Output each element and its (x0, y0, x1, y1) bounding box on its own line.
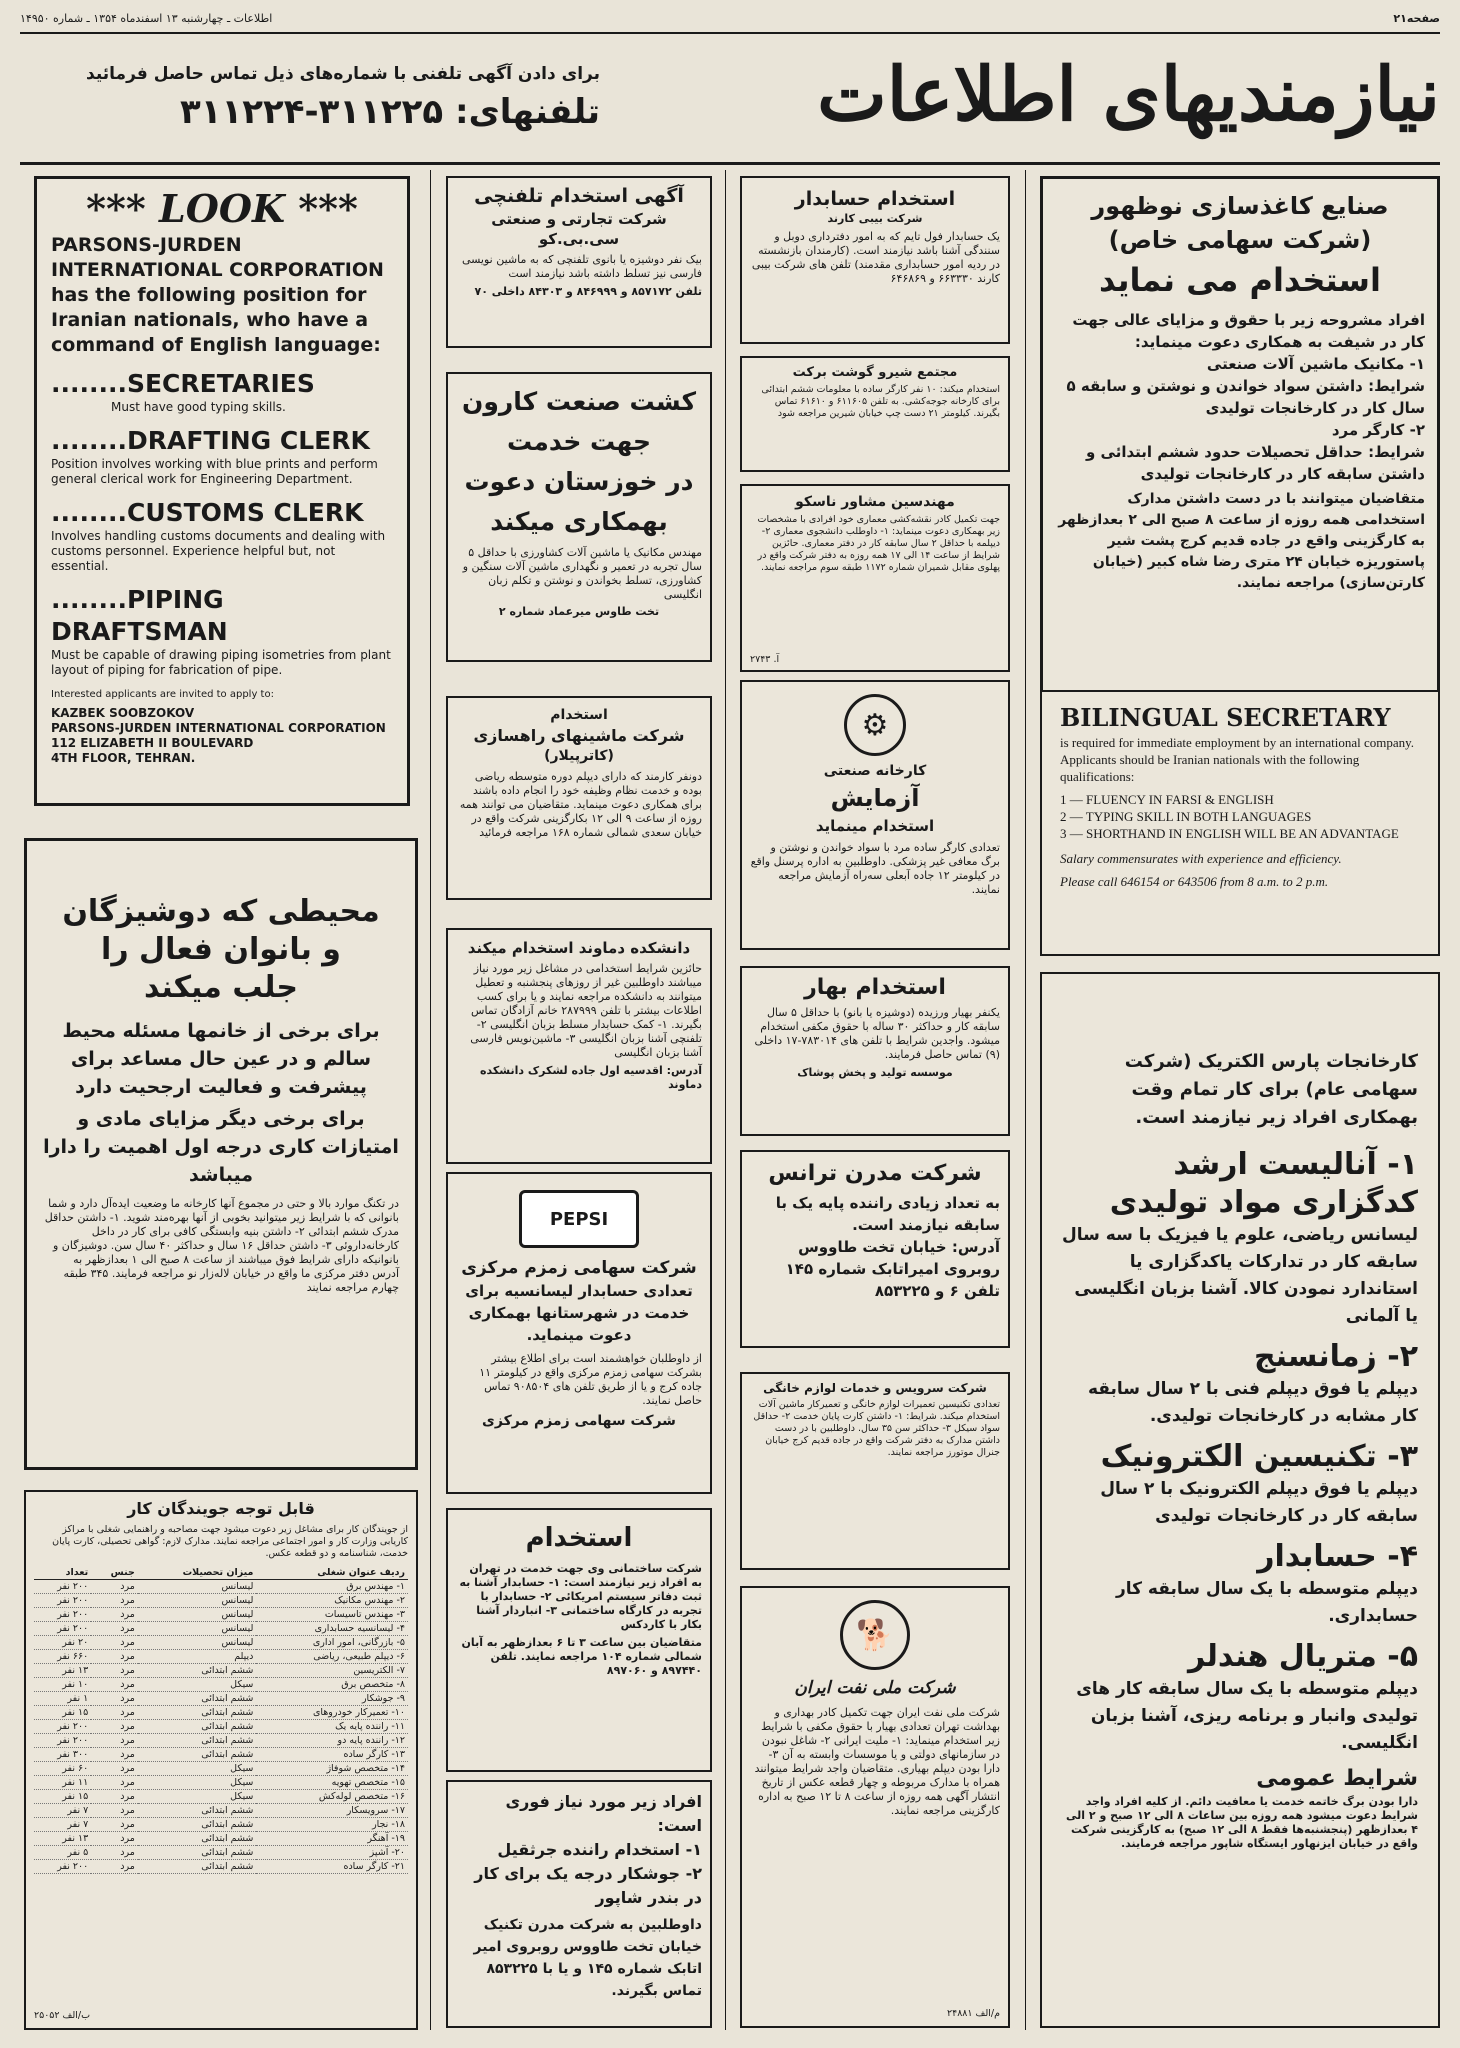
table-row (34, 1762, 408, 1776)
ad-body: دونفر کارمند که دارای دیپلم دوره متوسطه ریاضی بوده و خدمت نظام وظیفه خود را انجام داده باشند برای همکاری دعوت مینماید. متقاضیان می توانند همه روزه از ساعت ۹ الی ۱۲ بکارگزینی شرکت واقع در خیابان سعدی شمالی شماره ۱۶۸ مراجعه فرمائید (459, 770, 702, 839)
azmayesh-ad (740, 680, 1010, 950)
table-cell: مرد (91, 1762, 138, 1776)
table-row (34, 1636, 408, 1650)
karun-line-2: جهت خدمت (506, 427, 652, 456)
job-table-header (34, 1566, 408, 1580)
karun-line-4: بهمکاری میکند (490, 507, 668, 536)
job-1-title: ۱- آنالیست ارشد (1173, 1147, 1418, 1182)
table-cell: ۲۰۰ نفر (34, 1622, 91, 1636)
table-row (34, 1804, 408, 1818)
table-row (34, 1776, 408, 1790)
masthead-rule (20, 162, 1440, 165)
table-cell: ششم ابتدائی (138, 1692, 257, 1706)
ad-body: بیک نفر دوشیزه یا بانوی تلفنچی که به ماشین نویسی فارسی نیز تسلط داشته باشد نیازمند است (461, 253, 702, 280)
ad-title: مجتمع شیرو گوشت برکت (792, 365, 958, 380)
ad-title: استخدام حسابدار (794, 188, 956, 210)
table-cell: ۲۰۰ نفر (34, 1720, 91, 1734)
nioc-ad (740, 1586, 1010, 2028)
kaghaz-sazi-ad (1040, 176, 1440, 712)
women-ad (24, 838, 418, 1470)
table-cell: ۱۰ نفر (34, 1678, 91, 1692)
table-cell: ۹- جوشکار (256, 1692, 408, 1706)
table-cell: ۱۱ نفر (34, 1776, 91, 1790)
table-cell: ۲- مهندس مکانیک (256, 1594, 408, 1608)
table-cell: لیسانس (138, 1594, 257, 1608)
ad-line-1: صنایع کاغذسازی نوظهور (1091, 192, 1389, 220)
job-table-footer: ب/الف ۲۵۰۵۲ (34, 2010, 91, 2021)
table-cell: مرد (91, 1818, 138, 1832)
table-cell: ۱ نفر (34, 1692, 91, 1706)
women-headline-2: و بانوان فعال را (101, 932, 341, 967)
address-line: KAZBEK SOOBZOKOV (51, 706, 195, 720)
accountant-ad (740, 176, 1010, 344)
ad-title: BILINGUAL SECRETARY (1060, 703, 1391, 732)
table-cell: مرد (91, 1706, 138, 1720)
header-cell: ردیف عنوان شغلی (256, 1566, 408, 1580)
table-row (34, 1734, 408, 1748)
ad-body: یک حسابدار فول تایم که به امور دفترداری دوبل و سنندگی آشنا باشد نیازمند است. (کارمندان بازنشسته در ردیه امور حسابداری مقدمند) تلفن های شرکت بیبی کارند ۶۶۳۳۳۰ و ۶۴۶۸۶۹ (751, 230, 1000, 285)
table-cell: ششم ابتدائی (138, 1734, 257, 1748)
table-row (34, 1580, 408, 1594)
table-cell: دیپلم (138, 1650, 257, 1664)
women-sub-2: برای برخی دیگر مزایای مادی و امتیازات کاری درجه اول اهمیت را دارا میباشد (43, 1108, 399, 1186)
table-row (34, 1832, 408, 1846)
look-position (51, 497, 393, 574)
job-4-desc: دیپلم متوسطه با یک سال سابقه کار حسابداری. (1115, 1579, 1418, 1626)
table-cell: مرد (91, 1790, 138, 1804)
table-row (34, 1790, 408, 1804)
conditions-title: شرایط عمومی (1256, 1766, 1418, 1791)
ad-title: آگهی استخدام تلفنچی (474, 185, 684, 207)
ad-sign: موسسه تولید و پخش پوشاک (797, 1066, 953, 1079)
karun-line-3: در خوزستان دعوت (464, 467, 694, 496)
job-4-title: ۴- حسابدار (1257, 1539, 1418, 1574)
table-cell: ۲۱- کارگر ساده (256, 1860, 408, 1874)
ad-intro: is required for immediate employment by an international company. (1060, 735, 1415, 750)
pepsi-logo: PEPSI (519, 1190, 639, 1248)
ad-line-2: ۲- جوشکار درجه یک برای کار در بندر شاپور (474, 1864, 702, 1907)
table-cell: ۶۶۰ نفر (34, 1650, 91, 1664)
ad-footer: متقاضیان میتوانند با در دست داشتن مدارک استخدامی همه روزه از ساعت ۸ صبح الی ۲ بعدازظهر به کارگزینی واقع در جاده قدیم کرج پشت شیر پاستوریزه خیابان ۲۴ متری رضا شاه کبیر (خیابان کارتن‌سازی) مراجعه نمایند. (1058, 491, 1425, 591)
masthead-title: نیازمندیهای اطلاعات (817, 52, 1440, 138)
ad-company: شرکت ماشینهای راهسازی (473, 726, 685, 745)
ad-title: مهندسین مشاور ناسکو (795, 494, 955, 510)
table-cell: مرد (91, 1608, 138, 1622)
modern-trans-ad (740, 1150, 1010, 1348)
ad-line-1: ۱- استخدام راننده جرثقیل (497, 1840, 702, 1859)
look-address (51, 706, 393, 766)
column-rule (725, 170, 726, 2030)
ad-name: آزمایش (830, 784, 920, 812)
table-cell: مرد (91, 1692, 138, 1706)
construction-ad (446, 1508, 712, 1772)
table-cell: مرد (91, 1804, 138, 1818)
table-cell: ۱۸- نجار (256, 1818, 408, 1832)
table-cell: ۴- لیسانسیه حسابداری (256, 1622, 408, 1636)
job-5-desc: دیپلم متوسطه با یک سال سابقه کار های تولیدی وانبار و برنامه ریزی، آشنا بزبان انگلیسی. (1076, 1679, 1418, 1753)
ad-sub: استخدام مینماید (815, 817, 935, 835)
look-ad (34, 176, 410, 806)
table-cell: مرد (91, 1734, 138, 1748)
table-cell: ۷ نفر (34, 1804, 91, 1818)
table-cell: سیکل (138, 1678, 257, 1692)
table-row (34, 1650, 408, 1664)
ad-body: به تعداد زیادی راننده پایه یک با سابقه نیازمند است. (775, 1194, 1000, 1234)
table-cell: لیسانس (138, 1636, 257, 1650)
table-cell: لیسانس (138, 1622, 257, 1636)
karun-ad (446, 372, 712, 662)
ad-body: تعدادی کارگر ساده مرد با سواد خواندن و نوشتن و برگ معافی غیر پزشکی. داوطلبین به اداره پرسنل واقع در کیلومتر ۱۲ جاده آبعلی سه‌راه آزمایش مراجعه نمایند. (750, 841, 1000, 896)
ad-address: آدرس: اقدسیه اول جاده لشکرک دانشکده دماوند (480, 1064, 702, 1091)
table-row (34, 1720, 408, 1734)
job-1-subtitle: کدگزاری مواد تولیدی (1109, 1185, 1418, 1220)
ad-address: آدرس: خیابان تخت طاووس روبروی امیراتابک شماره ۱۴۵ (785, 1238, 1000, 1278)
ad-item-1-conditions: شرایط: داشتن سواد خواندن و نوشتن و سابقه ۵ سال کار در کارخانجات تولیدی (1066, 377, 1425, 417)
table-row (34, 1818, 408, 1832)
look-position (51, 425, 393, 487)
address-line: 4TH FLOOR, TEHRAN. (51, 751, 196, 765)
table-cell: ۲۰۰ نفر (34, 1860, 91, 1874)
table-row (34, 1622, 408, 1636)
job-5-title: ۵- متریال هندلر (1188, 1639, 1418, 1674)
ad-body-2: از داوطلبان خواهشمند است برای اطلاع بیشتر بشرکت سهامی زمزم مرکزی واقع در کیلومتر ۱۱ جاده کرج و یا از طریق تلفن های ۹۰۸۵۰۴ تماس حاصل نمایند. (479, 1352, 702, 1407)
women-headline-3: جلب میکند (144, 970, 298, 1005)
look-position (51, 584, 393, 678)
top-strip (20, 12, 1440, 30)
ad-title: استخدام (525, 1523, 633, 1553)
table-row (34, 1594, 408, 1608)
table-cell: ششم ابتدائی (138, 1804, 257, 1818)
table-cell: سیکل (138, 1790, 257, 1804)
ad-title: افراد زیر مورد نیاز فوری است: (505, 1792, 702, 1835)
table-cell: مرد (91, 1860, 138, 1874)
table-cell: ۱۳ نفر (34, 1832, 91, 1846)
qualification-item: 2 — TYPING SKILL IN BOTH LANGUAGES (1060, 809, 1312, 824)
karun-body: مهندس مکانیک یا ماشین آلات کشاورزی با حداقل ۵ سال تجربه در تعمیر و نگهداری ماشین آلات سنگین و کشاورزی، تسلط بخواندن و نوشتن و تکلم زبان انگلیسی (462, 546, 702, 601)
ad-salary: Salary commensurates with experience and efficiency. (1060, 851, 1342, 866)
table-cell: سیکل (138, 1762, 257, 1776)
table-cell: ۷ نفر (34, 1818, 91, 1832)
ad-line-3: استخدام می نماید (1099, 261, 1381, 299)
table-cell: ۱۵- متخصص تهویه (256, 1776, 408, 1790)
table-cell: ۳۰۰ نفر (34, 1748, 91, 1762)
table-row (34, 1748, 408, 1762)
table-cell: مرد (91, 1650, 138, 1664)
table-cell: مرد (91, 1622, 138, 1636)
azmayesh-logo-icon: ⚙ (844, 694, 906, 756)
women-sub: برای برخی از خانمها مسئله محیط سالم و در عین حال مساعد برای پیشرفت و فعالیت ارجحیت دارد (62, 1020, 380, 1098)
look-heading: *** LOOK *** (86, 186, 358, 231)
ad-call: Please call 646154 or 643506 from 8 a.m. to 2 p.m. (1060, 874, 1329, 889)
table-cell: ششم ابتدائی (138, 1860, 257, 1874)
ad-title: دانشکده دماوند استخدام میکند (467, 939, 691, 957)
table-cell: ۲۰۰ نفر (34, 1594, 91, 1608)
table-row (34, 1664, 408, 1678)
women-body: در تکنگ موارد بالا و حتی در مجموع آنها کارخانه ما وضعیت ایده‌آل دارد و شما بانوانی که با شرایط زیر میتوانید بخوبی از آنها بهره‌مند شوید. ۱- داشتن حداقل مدرک ششم ابتدائی ۲- داشتن بنیه وابستگی کافی برای کار در داخل کارخانه‌داروئی ۳- داشتن حداقل ۱۶ سال و حداکثر ۴۰ سال سن. دوشیزگان و بانوانیکه دارای شرایط فوق میباشند از ساعت ۸ صبح الی ۱ بعدازظهر به آدرس دفتر مرکزی ما واقع در خیابان لاله‌زار نو مراجعه فرمایند. ۳۴۵ طبقه چهارم مراجعه نمایند (44, 1197, 399, 1294)
table-cell: ۱۹- آهنگر (256, 1832, 408, 1846)
caterpillar-ad (446, 696, 712, 900)
ad-title: استخدام (550, 707, 608, 723)
home-appliance-service-ad (740, 1372, 1010, 1570)
ad-body-2: متقاضیان بین ساعت ۳ تا ۶ بعدازظهر به آبان شمالی شماره ۱۰۴ مراجعه نمایند. تلفن ۸۹۷۴۴۰ و ۸۹۷۰۶۰ (461, 1636, 702, 1677)
table-cell: ۶- دیپلم طبیعی، ریاضی (256, 1650, 408, 1664)
table-cell: ششم ابتدائی (138, 1846, 257, 1860)
table-row (34, 1692, 408, 1706)
ad-body: شرکت ساختمانی وی جهت خدمت در تهران به افراد زیر نیازمند است: ۱- حسابدار آشنا به ثبت دفاتر سیستم امریکائی ۲- حسابدار با تجربه در کارگاه ساختمانی ۳- انباردار آشنا بکار با کاردکس (459, 1562, 702, 1631)
ad-footer: آ. ۲۷۴۳ (750, 654, 780, 665)
column-rule (430, 170, 431, 2030)
telephone-operator-ad (446, 176, 712, 348)
ad-requirements: Applicants should be Iranian nationals with the following qualifications: (1060, 752, 1360, 784)
look-position (51, 368, 393, 415)
pepsi-ad (446, 1172, 712, 1494)
table-cell: مرد (91, 1580, 138, 1594)
meat-complex-ad (740, 356, 1010, 472)
table-cell: ششم ابتدائی (138, 1832, 257, 1846)
table-cell: مرد (91, 1678, 138, 1692)
ad-body: حائزین شرایط استخدامی در مشاغل زیر مورد نیاز میباشند داوطلبین غیر از روزهای پنجشنبه و تعطیل میتوانند به دانشکده مراجعه نمایند و یا برای کسب اطلاعات بیشتر با تلفن ۲۸۷۹۹۹ خانم آزادگان تماس بگیرند. ۱- کمک حسابدار مسلط بزبان انگلیسی ۲- تلفنچی آشنا بزبان انگلیسی ۳- ماشین‌نویس فارسی آشنا بزبان انگلیسی (470, 962, 702, 1059)
header-cell: تعداد (34, 1566, 91, 1580)
table-cell: ۲۰۰ نفر (34, 1734, 91, 1748)
look-intro: PARSONS-JURDEN INTERNATIONAL CORPORATION has the following position for Iranian nationals, who have a command of English language: (51, 234, 384, 356)
ad-item-2: ۲- کارگر مرد (1331, 421, 1425, 439)
ad-title: شرکت مدرن ترانس (768, 1161, 982, 1186)
ad-body: استخدام میکند: ۱۰ نفر کارگر ساده با معلومات ششم ابتدائی برای کارخانه جوجه‌کشی. به تلفن ۶۱۱۶۰۵ و ۶۱۶۱۰ تماس بگیرند. کیلومتر ۲۱ دست چپ خیابان شیرین مراجعه شود (761, 384, 1000, 419)
job-table (34, 1566, 408, 1874)
ad-intro: کارخانجات پارس الکتریک (شرکت سهامی عام) برای کار تمام وقت بهمکاری افراد زیر نیازمند است. (1124, 1051, 1418, 1128)
column-rule (1025, 170, 1026, 2030)
ad-body: جهت تکمیل کادر نقشه‌کشی معماری خود افرادی با مشخصات زیر بهمکاری دعوت مینماید: ۱- داوطلب دانشجوی معماری ۲- دیپلمه با حداقل ۲ سال سابقه کار در دفتر معماری. حائزین شرایط از ساعت ۱۴ الی ۱۷ همه روزه به دفتر شرکت واقع در پهلوی مقابل شمیران شماره ۱۱۷۲ طبقه سوم مراجعه نمایند. (757, 514, 1000, 573)
table-cell: ۱۵ نفر (34, 1790, 91, 1804)
address-line: 112 ELIZABETH II BOULEVARD (51, 736, 254, 750)
table-cell: ۱۷- سرویسکار (256, 1804, 408, 1818)
position-title: ........SECRETARIES (51, 369, 315, 398)
masthead-contact (40, 62, 600, 172)
ad-title: استخدام بهار (804, 975, 946, 1000)
bilingual-secretary-ad (1040, 690, 1440, 956)
ad-company-2: سی.بی.کو (538, 230, 620, 248)
ad-company: شرکت بیبی کارند (827, 212, 923, 225)
crane-driver-ad (446, 1780, 712, 2028)
table-cell: مرد (91, 1776, 138, 1790)
nioc-logo-text: شرکت ملی نفت ایران (794, 1678, 956, 1698)
job-table-ad (24, 1490, 418, 2030)
pars-electric-ad (1040, 972, 1440, 2028)
job-2-title: ۲- زمانسنج (1254, 1339, 1418, 1374)
position-title: ........DRAFTING CLERK (51, 426, 370, 455)
table-cell: ششم ابتدائی (138, 1664, 257, 1678)
table-cell: ششم ابتدائی (138, 1748, 257, 1762)
job-3-title: ۳- تکنیسین الکترونیک (1100, 1439, 1418, 1474)
table-cell: سیکل (138, 1776, 257, 1790)
table-cell: ۱۳ نفر (34, 1664, 91, 1678)
table-row (34, 1860, 408, 1874)
table-cell: ۱۱- راننده پایه یک (256, 1720, 408, 1734)
look-positions (51, 368, 393, 678)
look-apply-note: Interested applicants are invited to apply to: (51, 689, 274, 700)
table-cell: ۲۰- آشپز (256, 1846, 408, 1860)
table-cell: لیسانس (138, 1608, 257, 1622)
table-cell: ۵- بازرگانی، امور اداری (256, 1636, 408, 1650)
ad-item-2-conditions: شرایط: حداقل تحصیلات حدود ششم ابتدائی و داشتن سابقه کار در کارخانجات تولیدی (1086, 443, 1425, 483)
job-1-desc: لیسانس ریاضی، علوم یا فیزیک با سه سال سابقه کار در تدارکات یاکدگزاری یا استاندارد نمودن کالا. آشنا بزبان انگلیسی یا آلمانی (1061, 1225, 1418, 1326)
table-cell: لیسانس (138, 1580, 257, 1594)
table-cell: مرد (91, 1832, 138, 1846)
qualification-item: 3 — SHORTHAND IN ENGLISH WILL BE AN ADVANTAGE (1060, 826, 1399, 841)
table-row (34, 1846, 408, 1860)
position-title: ........CUSTOMS CLERK (51, 498, 364, 527)
table-cell: ۵ نفر (34, 1846, 91, 1860)
position-desc: Position involves working with blue prints and perform general clerical work for Engineering Department. (51, 457, 378, 486)
table-cell: مرد (91, 1846, 138, 1860)
table-cell: ۶۰ نفر (34, 1762, 91, 1776)
table-row (34, 1678, 408, 1692)
table-cell: مرد (91, 1720, 138, 1734)
header-cell: میزان تحصیلات (138, 1566, 257, 1580)
page-label: صفحه۲۱ (1393, 12, 1440, 25)
ad-phones: تلفن ۸۵۷۱۷۲ و ۸۴۶۹۹۹ و ۸۴۳۰۳ داخلی ۷۰ (474, 285, 702, 298)
table-row (34, 1706, 408, 1720)
table-cell: ۱۵ نفر (34, 1706, 91, 1720)
ad-pre: کارخانه صنعتی (823, 763, 927, 779)
job-table-intro: از جویندگان کار برای مشاغل زیر دعوت میشود جهت مصاحبه و راهنمایی شغلی با مراکز کاریابی وزارت کار و امور اجتماعی مراجعه نمایند. مدارک لازم: گواهی تحصیلی، کارت پایان خدمت، شناسنامه و دو قطعه عکس. (52, 1524, 408, 1559)
ad-phone: تلفن ۶ و ۸۵۳۲۲۵ (874, 1282, 1000, 1300)
table-cell: ۱۳- کارگر ساده (256, 1748, 408, 1762)
table-cell: ۲۰۰ نفر (34, 1580, 91, 1594)
ad-line-2: (شرکت سهامی خاص) (1108, 226, 1372, 254)
masthead (620, 40, 1440, 160)
table-cell: ۸- متخصص برق (256, 1678, 408, 1692)
table-cell: ۱۶- متخصص لوله‌کش (256, 1790, 408, 1804)
ad-sign: شرکت سهامی زمزم مرکزی (482, 1413, 676, 1429)
ad-body: شرکت ملی نفت ایران جهت تکمیل کادر بهداری و بهداشت تهران تعدادی بهیار با حقوق مکفی با شرایط زیر استخدام مینماید: ۱- ملیت ایرانی ۲- شاغل نبودن در سازمانهای دولتی و یا موسسات وابسته به آن ۳- دارا بودن دیپلم بهیاری. متقاضیان واجد شرایط میتوانند همراه با مدارک مربوطه و چهار قطعه عکس از تاریخ انتشار آگهی همه روزه از ساعت ۸ تا ۱۲ صبح به اداره کارگزینی مراجعه نمایند. (754, 1706, 1000, 1817)
table-cell: ۳- مهندس تاسیسات (256, 1608, 408, 1622)
header-cell: جنس (91, 1566, 138, 1580)
ad-item-1: ۱- مکانیک ماشین آلات صنعتی (1206, 355, 1425, 373)
nasco-ad (740, 484, 1010, 672)
qualification-item: 1 — FLUENCY IN FARSI & ENGLISH (1060, 792, 1274, 807)
table-cell: ۱۴- متخصص شوفاژ (256, 1762, 408, 1776)
job-2-desc: دیپلم یا فوق دیپلم فنی با ۲ سال سابقه کار مشابه در کارخانجات تولیدی. (1087, 1379, 1418, 1426)
table-cell: ۱- مهندس برق (256, 1580, 408, 1594)
table-cell: مرد (91, 1636, 138, 1650)
address-line: PARSONS-JURDEN INTERNATIONAL CORPORATION (51, 721, 386, 735)
job-3-desc: دیپلم یا فوق دیپلم الکترونیک با ۲ سال سابقه کار در کارخانجات تولیدی (1100, 1479, 1418, 1526)
table-cell: ششم ابتدائی (138, 1720, 257, 1734)
ad-company-2: (کاترپیلار) (544, 748, 614, 764)
karun-address: تخت طاوس میرعماد شماره ۲ (498, 605, 660, 618)
ad-body: داوطلبین به شرکت مدرن تکنیک خیابان تخت طاووس روبروی امیر اتابک شماره ۱۴۵ و یا با ۸۵۳۲۲۵ تماس بگیرند. (473, 1917, 702, 1999)
ad-qualifications (1060, 791, 1420, 842)
table-row (34, 1608, 408, 1622)
ad-company: شرکت تجارتی و صنعتی (491, 210, 667, 228)
women-headline-1: محیطی که دوشیزگان (62, 894, 380, 929)
ad-company: شرکت سهامی زمزم مرکزی (461, 1258, 697, 1278)
ad-body: تعدادی تکنیسین تعمیرات لوازم خانگی و تعمیرکار ماشین آلات استخدام میکند. شرایط: ۱- داشتن کارت پایان خدمت ۲- حداقل سواد سیکل ۳- حداکثر سن ۳۵ سال. داوطلبین با در دست داشتن مدارک به دفتر شرکت واقع در جاده قدیم کرج خیابان جنرال موتورز مراجعه نمایند. (753, 1399, 1000, 1458)
top-rule (20, 32, 1440, 34)
ad-body: تعدادی حسابدار لیسانسیه برای خدمت در شهرستانها بهمکاری دعوت مینماید. (465, 1282, 693, 1344)
ad-body: افراد مشروحه زیر با حقوق و مزایای عالی جهت کار در شیفت به همکاری دعوت مینماید: (1072, 311, 1425, 351)
ad-title: شرکت سرویس و خدمات لوازم خانگی (763, 1381, 987, 1395)
masthead-phones: تلفنهای: ۳۱۱۲۲۵-۳۱۱۲۲۴ (180, 92, 600, 132)
karun-line-1: کشت صنعت کارون (462, 387, 696, 416)
position-title: ........PIPING DRAFTSMAN (51, 585, 228, 646)
table-cell: ۱۰- تعمیرکار خودروهای (256, 1706, 408, 1720)
ad-footer: م/الف ۲۴۸۸۱ (947, 2008, 1000, 2019)
ad-body: یکنفر بهیار ورزیده (دوشیزه یا بانو) با حداقل ۵ سال سابقه کار و حداکثر ۳۰ ساله با حقوق مکفی استخدام میشود. واجدین شرایط با تلفن های ۷۸۳۰۱۴-۱۷ داخلی (۹) تماس حاصل فرمایند. (754, 1006, 1000, 1061)
table-cell: مرد (91, 1594, 138, 1608)
conditions-desc: دارا بودن برگ خاتمه خدمت یا معافیت دائم. از کلیه افراد واجد شرایط دعوت میشود همه روزه بین ساعات ۸ الی ۱۲ صبح و ۲ الی ۴ بعدازظهر (پنجشنبه‌ها فقط ۸ الی ۱۲ صبح) به کارگزینی شرکت واقع در خیابان ایزنهاور ایستگاه شاپور مراجعه فرمایند. (1066, 1795, 1418, 1850)
table-cell: ششم ابتدائی (138, 1706, 257, 1720)
table-cell: ۱۲- راننده پایه دو (256, 1734, 408, 1748)
position-desc: Must be capable of drawing piping isometries from plant layout of piping for fabrication of pipe. (51, 648, 391, 677)
job-table-title: قابل توجه جویندگان کار (127, 1499, 315, 1518)
nioc-logo-icon: 🐕 (840, 1600, 910, 1670)
table-cell: ۲۰ نفر (34, 1636, 91, 1650)
table-cell: مرد (91, 1748, 138, 1762)
position-desc: Must have good typing skills. (111, 400, 286, 414)
masthead-instruction: برای دادن آگهی تلفنی با شماره‌های ذیل تماس حاصل فرمائید (86, 64, 600, 84)
damavand-ad (446, 928, 712, 1164)
table-cell: ۲۰۰ نفر (34, 1608, 91, 1622)
table-cell: ۷- الکتریسین (256, 1664, 408, 1678)
table-cell: ششم ابتدائی (138, 1818, 257, 1832)
bahar-ad (740, 966, 1010, 1136)
position-desc: Involves handling customs documents and dealing with customs personnel. Experience helpful but, not essential. (51, 529, 386, 573)
issue-line: اطلاعات ـ چهارشنبه ۱۳ اسفندماه ۱۳۵۴ ـ شماره ۱۴۹۵۰ (20, 12, 273, 25)
table-cell: مرد (91, 1664, 138, 1678)
